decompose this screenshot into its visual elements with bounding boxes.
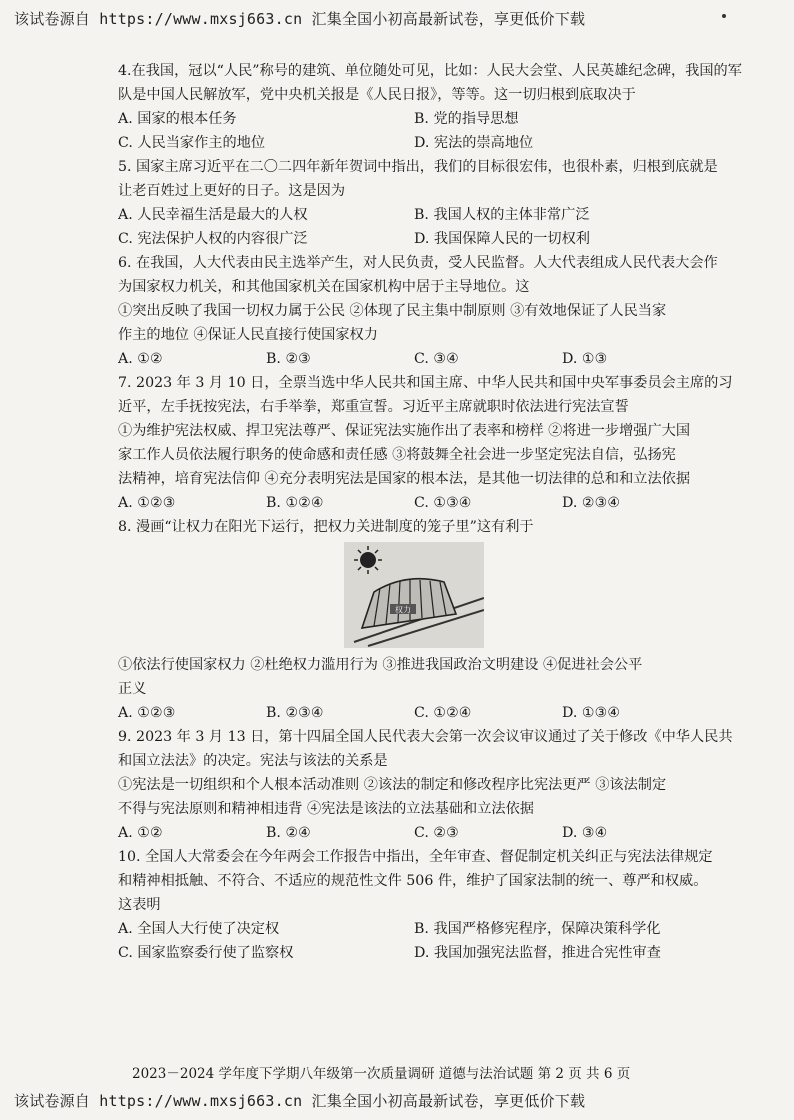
q6-statements-line2: 作主的地位 ④保证人民直接行使国家权力 — [118, 327, 378, 343]
q4-option-c: C. 人民当家作主的地位 — [118, 135, 266, 151]
speck — [722, 14, 726, 18]
q5-option-a: A. 人民幸福生活是最大的人权 — [118, 207, 308, 223]
q4-stem-line2: 队是中国人民解放军，党中央机关报是《人民日报》，等等。这一切归根到底取决于 — [118, 87, 636, 103]
q8-statements-line2: 正义 — [118, 681, 147, 697]
q8-option-d: D. ①③④ — [562, 705, 621, 721]
cage-cartoon-image — [344, 542, 484, 648]
q9-option-b: B. ②④ — [266, 825, 311, 841]
q5-stem-line1: 5. 国家主席习近平在二〇二四年新年贺词中指出，我们的目标很宏伟，也很朴素，归根到底就是 — [118, 159, 718, 175]
q9-option-d: D. ③④ — [562, 825, 608, 841]
q9-statements-line1: ①宪法是一切组织和个人根本活动准则 ②该法的制定和修改程序比宪法更严 ③该法制定 — [118, 777, 667, 793]
q10-option-b: B. 我国严格修宪程序，保障决策科学化 — [414, 921, 661, 937]
q6-statements-line1: ①突出反映了我国一切权力属于公民 ②体现了民主集中制原则 ③有效地保证了人民当家 — [118, 303, 667, 319]
q10-stem-line3: 这表明 — [118, 897, 161, 913]
q9-stem-line1: 9. 2023 年 3 月 13 日，第十四届全国人民代表大会第一次会议审议通过了关于修改《中华人民共 — [118, 729, 733, 745]
q10-stem-line1: 10. 全国人大常委会在今年两会工作报告中指出，全年审查、督促制定机关纠正与宪法法律规定 — [118, 849, 713, 865]
q10-option-c: C. 国家监察委行使了监察权 — [118, 945, 294, 961]
cage-label: 权力 — [395, 605, 411, 615]
q6-option-a: A. ①② — [118, 351, 163, 367]
q5-option-c: C. 宪法保护人权的内容很广泛 — [118, 231, 308, 247]
q6-stem-line2: 为国家权力机关，和其他国家机关在国家机构中居于主导地位。这 — [118, 279, 530, 295]
q5-stem-line2: 让老百姓过上更好的日子。这是因为 — [118, 183, 346, 199]
q7-option-a: A. ①②③ — [118, 495, 176, 511]
q8-option-b: B. ②③④ — [266, 705, 324, 721]
q7-stem-line2: 近平，左手抚按宪法，右手举拳，郑重宣誓。习近平主席就职时依法进行宪法宣誓 — [118, 399, 629, 415]
q5-option-d: D. 我国保障人民的一切权利 — [414, 231, 590, 247]
q9-option-a: A. ①② — [118, 825, 163, 841]
q4-stem-line1: 4.在我国，冠以“人民”称号的建筑、单位随处可见，比如：人民大会堂、人民英雄纪念碑，我国的军 — [118, 63, 742, 79]
q6-stem-line1: 6. 在我国，人大代表由民主选举产生，对人民负责，受人民监督。人大代表组成人民代表大会作 — [118, 255, 718, 271]
q4-option-a: A. 国家的根本任务 — [118, 111, 237, 127]
q6-option-b: B. ②③ — [266, 351, 311, 367]
page-footer: 2023－2024 学年度下学期八年级第一次质量调研 道德与法治试题 第 2 页 共 6 页 — [132, 1066, 631, 1082]
q4-option-d: D. 宪法的崇高地位 — [414, 135, 534, 151]
q10-option-d: D. 我国加强宪法监督，推进合宪性审查 — [414, 945, 661, 961]
q7-option-c: C. ①③④ — [414, 495, 472, 511]
q6-option-c: C. ③④ — [414, 351, 459, 367]
q8-option-c: C. ①②④ — [414, 705, 472, 721]
q8-statements-line1: ①依法行使国家权力 ②杜绝权力滥用行为 ③推进我国政治文明建设 ④促进社会公平 — [118, 657, 643, 673]
source-banner-top: 该试卷源自 https://www.mxsj663.cn 汇集全国小初高最新试卷，享更低价下载 — [14, 10, 586, 28]
q7-option-b: B. ①②④ — [266, 495, 324, 511]
q6-option-d: D. ①③ — [562, 351, 608, 367]
q7-statements-line1: ①为维护宪法权威、捍卫宪法尊严、保证宪法实施作出了表率和榜样 ②将进一步增强广大国 — [118, 423, 691, 439]
q9-stem-line2: 和国立法法》的决定。宪法与该法的关系是 — [118, 753, 388, 769]
q7-statements-line2: 家工作人员依法履行职务的使命感和责任感 ③将鼓舞全社会进一步坚定宪法自信，弘扬宪 — [118, 447, 676, 463]
q10-stem-line2: 和精神相抵触、不符合、不适应的规范性文件 506 件，维护了国家法制的统一、尊严和权威。 — [118, 873, 708, 889]
q10-option-a: A. 全国人大行使了决定权 — [118, 921, 280, 937]
q5-option-b: B. 我国人权的主体非常广泛 — [414, 207, 590, 223]
q7-stem-line1: 7. 2023 年 3 月 10 日，全票当选中华人民共和国主席、中华人民共和国中央军事委员会主席的习 — [118, 375, 733, 391]
q9-statements-line2: 不得与宪法原则和精神相违背 ④宪法是该法的立法基础和立法依据 — [118, 801, 534, 817]
q4-option-b: B. 党的指导思想 — [414, 111, 519, 127]
q7-statements-line3: 法精神，培育宪法信仰 ④充分表明宪法是国家的根本法，是其他一切法律的总和和立法依据 — [118, 471, 691, 487]
q9-option-c: C. ②③ — [414, 825, 459, 841]
source-banner-bottom: 该试卷源自 https://www.mxsj663.cn 汇集全国小初高最新试卷，享更低价下载 — [14, 1092, 586, 1110]
q7-option-d: D. ②③④ — [562, 495, 621, 511]
q8-option-a: A. ①②③ — [118, 705, 176, 721]
q8-stem: 8. 漫画“让权力在阳光下运行，把权力关进制度的笼子里”这有利于 — [118, 519, 534, 535]
